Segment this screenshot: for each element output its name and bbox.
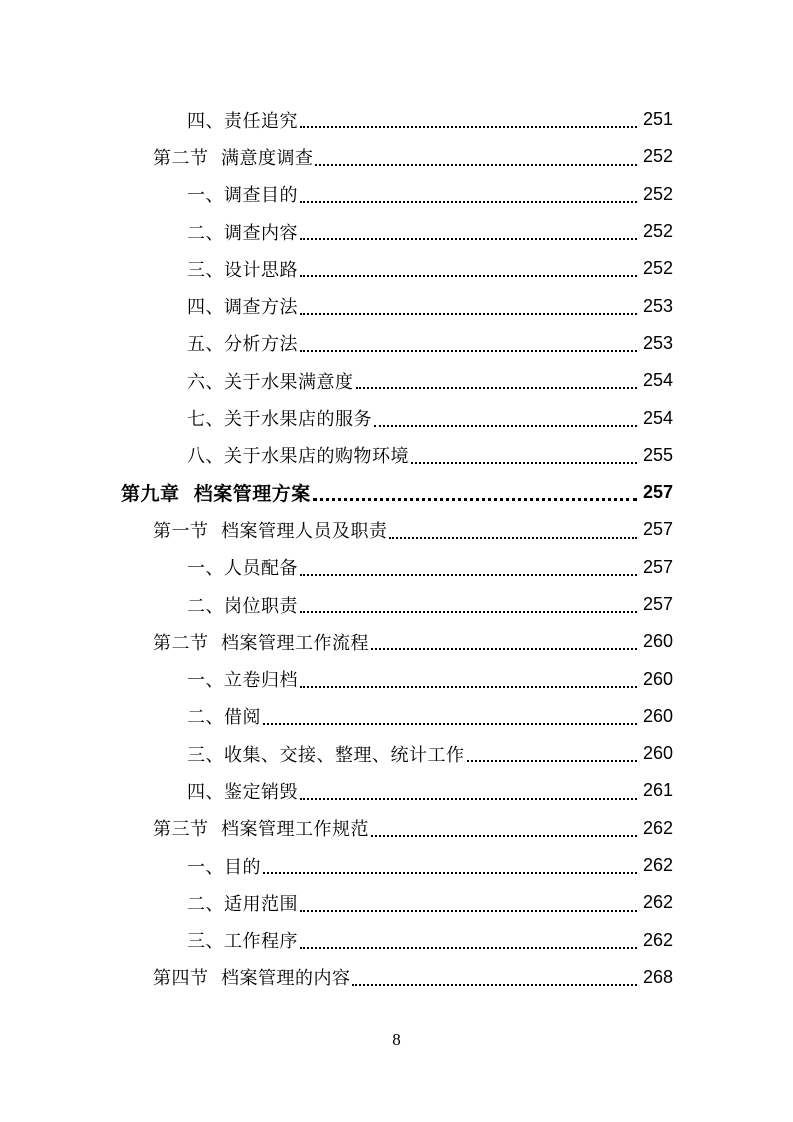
toc-entry-page: 254 [642,407,673,428]
toc-entry-section[interactable] [0,810,793,847]
toc-entry-chapter[interactable] [0,474,793,511]
toc-entry-page: 268 [642,966,673,987]
toc-entry-item[interactable] [0,250,793,287]
toc-entry-item[interactable] [0,884,793,921]
dot-leader [467,760,638,762]
toc-entry-item[interactable] [0,287,793,324]
toc-entry-page: 252 [642,146,673,167]
toc-entry-title: 四、调查方法 [187,297,298,319]
toc-entry-title: 三、收集、交接、整理、统计工作 [187,744,465,766]
toc-entry-page: 261 [642,780,673,801]
toc-entry-item[interactable] [0,362,793,399]
toc-entry-title: 第三节 档案管理工作规范 [153,819,369,841]
toc-entry-title: 一、立卷归档 [187,670,298,692]
toc-entry-page: 262 [642,855,673,876]
toc-entry-item[interactable] [0,698,793,735]
toc-entry-title: 四、鉴定销毁 [187,781,298,803]
toc-entry-item[interactable] [0,660,793,697]
toc-entry-page: 257 [642,556,673,577]
toc-entry-page: 260 [642,631,673,652]
toc-entry-item[interactable] [0,735,793,772]
dot-leader [374,425,637,427]
toc-entry-item[interactable] [0,847,793,884]
table-of-contents [0,101,793,996]
toc-entry-page: 260 [642,668,673,689]
dot-leader [300,350,637,352]
toc-entry-title: 第四节 档案管理的内容 [153,968,351,990]
toc-entry-title: 第一节 档案管理人员及职责 [153,520,388,542]
toc-entry-title: 第九章 档案管理方案 [121,483,311,506]
dot-leader [300,313,637,315]
toc-entry-page: 260 [642,705,673,726]
toc-entry-title: 六、关于水果满意度 [187,371,354,393]
toc-entry-item[interactable] [0,437,793,474]
dot-leader [300,947,637,949]
dot-leader [300,611,637,613]
toc-entry-page: 257 [642,594,673,614]
dot-leader [263,723,637,725]
toc-entry-title: 一、调查目的 [187,185,298,207]
dot-leader [300,574,637,576]
toc-entry-page: 253 [642,295,673,316]
dot-leader [313,498,637,501]
toc-entry-item[interactable] [0,176,793,213]
toc-entry-page: 257 [642,519,673,540]
dot-leader [300,798,637,800]
toc-entry-title: 五、分析方法 [187,334,298,356]
dot-leader [300,275,637,277]
toc-entry-title: 二、适用范围 [187,893,298,915]
toc-entry-title: 第二节 满意度调查 [153,147,314,169]
dot-leader [389,537,637,539]
toc-entry-title: 二、岗位职责 [187,595,298,617]
toc-entry-section[interactable] [0,138,793,175]
dot-leader [371,648,637,650]
toc-entry-item[interactable] [0,922,793,959]
toc-entry-page: 260 [642,743,673,764]
dot-leader [300,201,637,203]
toc-entry-item[interactable] [0,772,793,809]
toc-entry-item[interactable] [0,586,793,623]
toc-entry-item[interactable] [0,101,793,138]
toc-entry-title: 一、人员配备 [187,558,298,580]
toc-entry-item[interactable] [0,549,793,586]
toc-entry-page: 257 [642,482,673,503]
dot-leader [300,910,637,912]
toc-entry-page: 253 [642,332,673,353]
dot-leader [263,872,637,874]
dot-leader [315,164,637,166]
toc-entry-title: 三、工作程序 [187,931,298,953]
toc-entry-title: 第二节 档案管理工作流程 [153,632,369,654]
toc-entry-title: 七、关于水果店的服务 [187,409,372,431]
toc-entry-section[interactable] [0,623,793,660]
toc-entry-page: 262 [642,929,673,950]
page-number: 8 [392,1030,401,1049]
toc-entry-item[interactable] [0,325,793,362]
toc-entry-item[interactable] [0,399,793,436]
toc-entry-page: 262 [642,892,673,913]
toc-entry-page: 251 [642,109,673,130]
dot-leader [352,984,637,986]
toc-entry-item[interactable] [0,213,793,250]
toc-entry-section[interactable] [0,959,793,996]
toc-entry-section[interactable] [0,511,793,548]
dot-leader [356,387,638,389]
dot-leader [300,238,637,240]
toc-entry-page: 254 [642,370,673,391]
toc-entry-page: 252 [642,183,673,204]
toc-entry-title: 三、设计思路 [187,259,298,281]
toc-entry-page: 252 [642,221,673,242]
toc-entry-title: 二、调查内容 [187,222,298,244]
toc-entry-title: 二、借阅 [187,707,261,729]
dot-leader [300,126,637,128]
toc-entry-title: 四、责任追究 [187,110,298,132]
dot-leader [371,835,637,837]
toc-entry-page: 252 [642,258,673,279]
toc-entry-page: 262 [642,817,673,838]
dot-leader [300,686,637,688]
toc-entry-title: 八、关于水果店的购物环境 [187,446,409,468]
toc-entry-title: 一、目的 [187,856,261,878]
toc-entry-page: 255 [642,444,673,465]
dot-leader [411,462,637,464]
